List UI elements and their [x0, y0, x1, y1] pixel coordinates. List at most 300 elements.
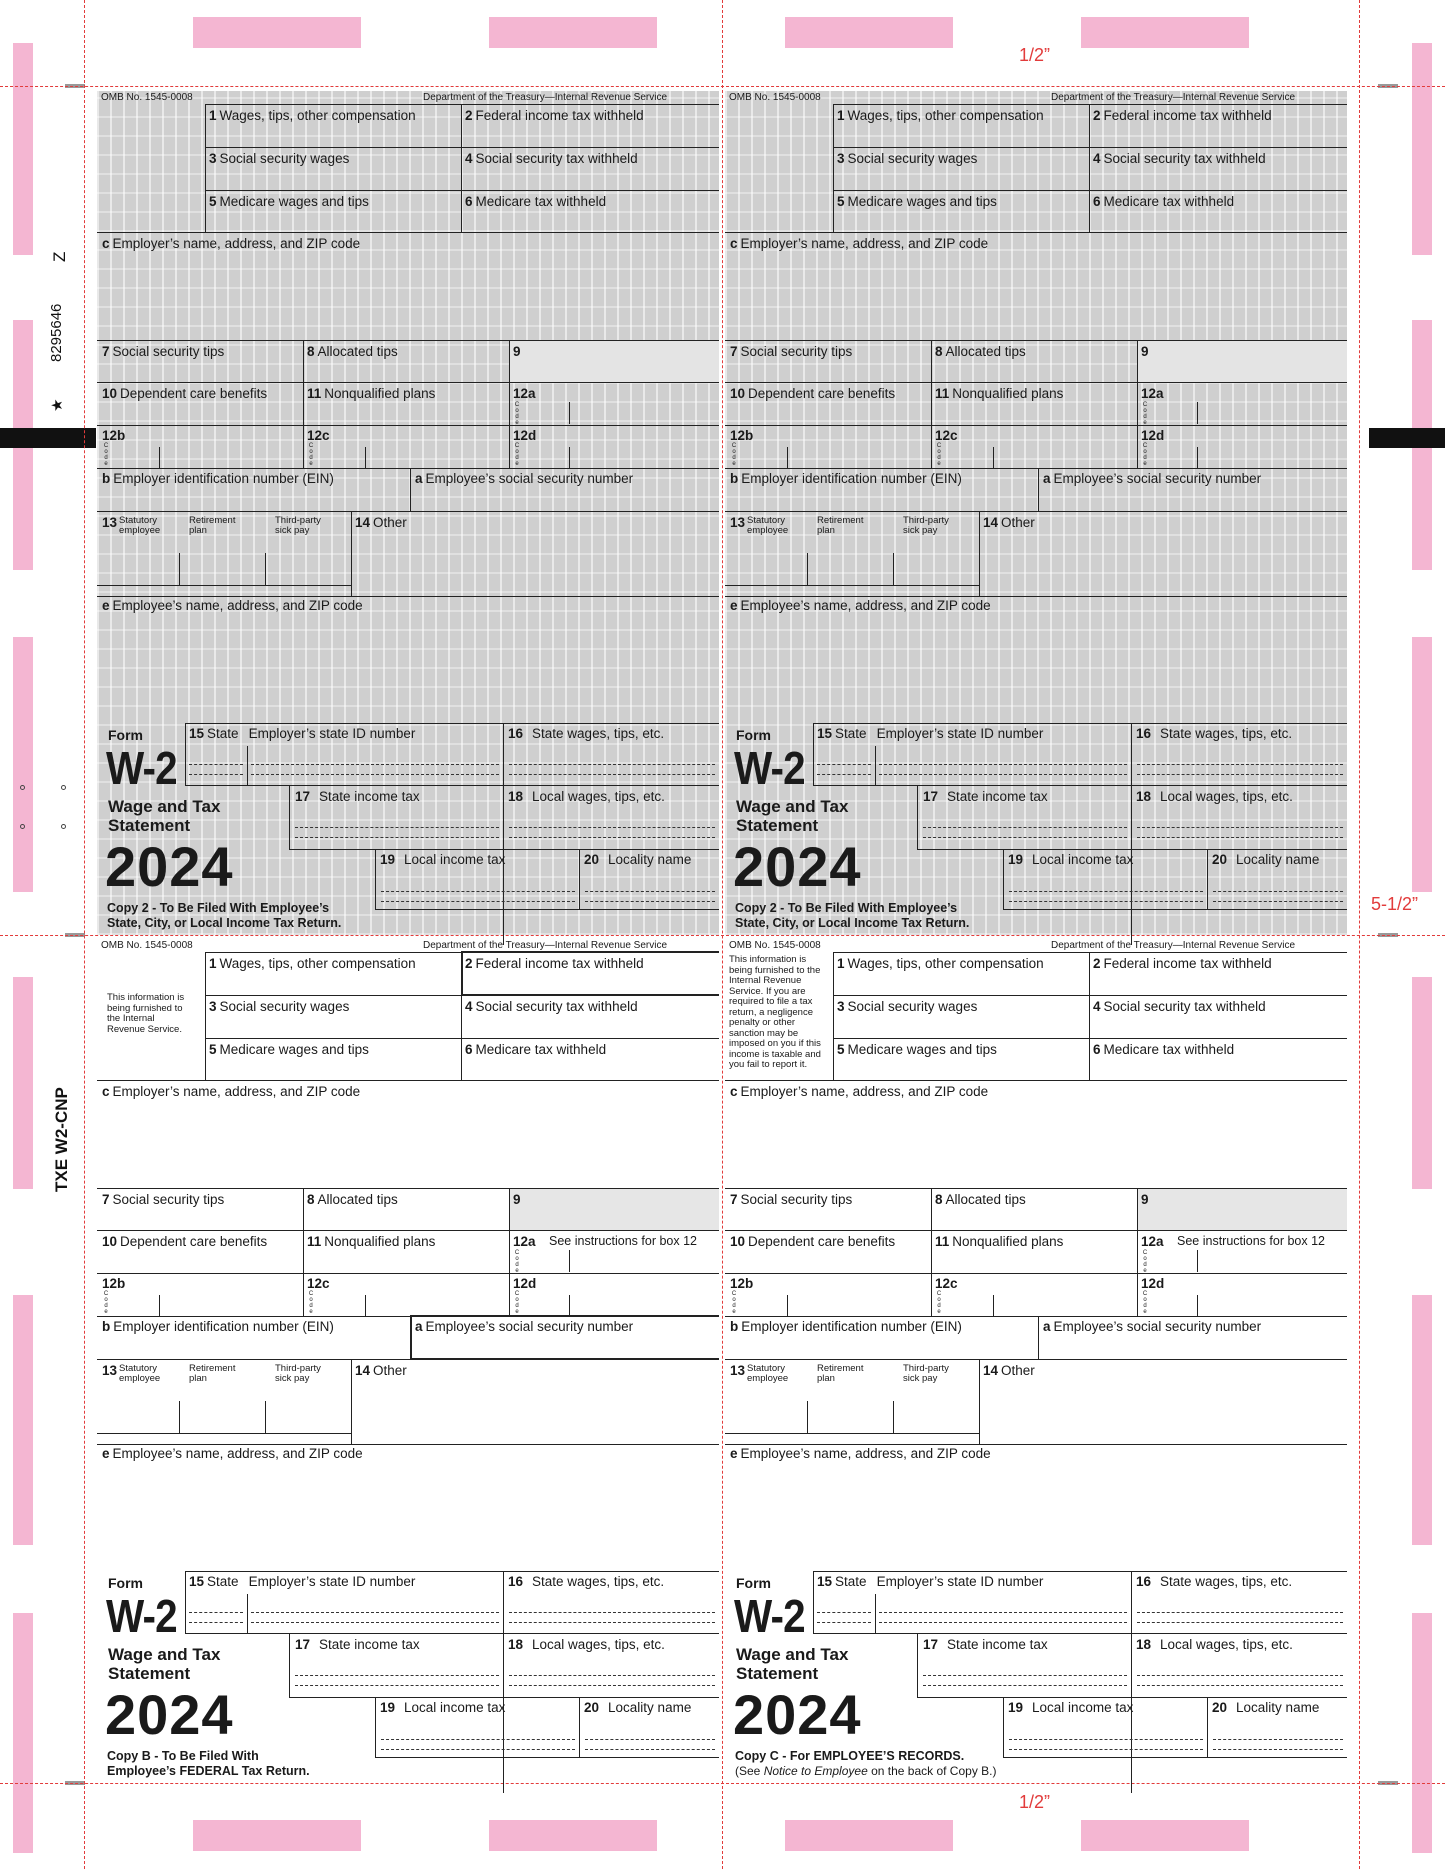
pink-strip — [13, 977, 33, 1189]
cut-line — [0, 86, 1445, 87]
rule — [351, 1359, 352, 1444]
copy-2-caption: Copy 2 - To Be Filed With Employee’s State, City, or Local Income Tax Return. — [735, 901, 970, 930]
copy-c-caption: Copy C - For EMPLOYEE’S RECORDS. — [735, 1749, 965, 1763]
rule — [159, 1295, 160, 1316]
rule — [579, 1697, 580, 1757]
rule — [725, 1316, 1347, 1317]
rule — [265, 1401, 266, 1433]
statutory-label: Statutory employee — [747, 515, 789, 536]
rule — [1003, 1697, 1004, 1757]
rule — [503, 723, 504, 945]
copy-b-irs-notice: This information is being furnished to the Internal Revenue Service. — [107, 992, 185, 1035]
dash-rule — [879, 1612, 1127, 1613]
box-e-label[interactable]: e Employee’s name, address, and ZIP code — [102, 1446, 363, 1461]
department-label: Department of the Treasury—Internal Revenue Service — [1051, 940, 1296, 951]
box-13-label[interactable]: 13 — [730, 1363, 746, 1378]
rule — [579, 849, 580, 909]
box-a-label[interactable]: a Employee’s social security number — [415, 1319, 634, 1334]
statutory-label: Statutory employee — [747, 1363, 789, 1384]
box-14-label[interactable]: 14 Other — [355, 515, 407, 530]
rule — [813, 723, 1347, 724]
box-17-label[interactable]: 17 State income tax — [923, 789, 1048, 804]
box-c-label[interactable]: c Employer’s name, address, and ZIP code — [730, 236, 989, 251]
form-word: Form — [736, 1575, 771, 1591]
rule — [917, 849, 1347, 850]
box-c-label[interactable]: c Employer’s name, address, and ZIP code — [102, 236, 361, 251]
box-14-label[interactable]: 14 Other — [355, 1363, 407, 1378]
copy-2-caption: Copy 2 - To Be Filed With Employee’s State, City, or Local Income Tax Return. — [107, 901, 342, 930]
box-12-instructions: See instructions for box 12 — [549, 1234, 697, 1248]
box-7-label[interactable]: 7 Social security tips — [730, 1192, 853, 1207]
code-label: C o d e — [103, 443, 109, 467]
box-c-label[interactable]: c Employer’s name, address, and ZIP code — [730, 1084, 989, 1099]
dash-rule — [1137, 1675, 1343, 1676]
rule — [97, 1230, 719, 1231]
rule — [185, 1571, 186, 1633]
box-8-label[interactable]: 8 Allocated tips — [307, 1192, 398, 1207]
box-9-label[interactable]: 9 — [513, 1192, 521, 1207]
box-12-instructions: See instructions for box 12 — [1177, 1234, 1325, 1248]
box-8-label[interactable]: 8 Allocated tips — [935, 1192, 1026, 1207]
rule — [289, 1697, 719, 1698]
box-19-label[interactable]: 19 Local income tax — [1008, 852, 1134, 867]
box-12a-label[interactable]: 12a — [1141, 386, 1164, 401]
w2-copy-b — [97, 939, 719, 1783]
box-12a-label[interactable]: 12a — [513, 386, 536, 401]
dash-rule — [879, 1622, 1127, 1623]
rule — [725, 425, 1347, 426]
box-12b-label[interactable]: 12b — [730, 428, 754, 443]
statutory-label: Statutory employee — [119, 515, 161, 536]
box-11-label[interactable]: 11 Nonqualified plans — [307, 386, 436, 401]
retirement-label: Retirement plan — [817, 515, 864, 536]
code-label: C o d e — [514, 443, 520, 467]
rule — [97, 468, 719, 469]
rule — [461, 104, 462, 232]
rule — [725, 1433, 979, 1434]
box-1-label[interactable]: 1 Wages, tips, other compensation — [837, 956, 1044, 971]
rule — [303, 340, 304, 468]
sheet-letter: Z — [50, 251, 69, 262]
box-18-label[interactable]: 18 Local wages, tips, etc. — [508, 1637, 665, 1652]
rule — [1003, 1757, 1347, 1758]
form-w2-title: W-2 — [734, 742, 805, 794]
box-12c-label[interactable]: 12c — [935, 428, 958, 443]
box-20-label[interactable]: 20 Locality name — [584, 852, 692, 867]
dash-rule — [1137, 1612, 1343, 1613]
dimension-label: 5-1/2” — [1371, 894, 1419, 914]
rule — [351, 511, 352, 596]
wage-tax-statement: Wage and Tax Statement — [108, 1645, 221, 1683]
rule — [725, 232, 1347, 233]
pink-strip — [1412, 977, 1432, 1189]
rule — [179, 553, 180, 585]
thirdparty-label: Third-party sick pay — [275, 515, 321, 536]
box-9-label[interactable]: 9 — [1141, 344, 1149, 359]
box-e-label[interactable]: e Employee’s name, address, and ZIP code — [730, 1446, 991, 1461]
omb-number: OMB No. 1545-0008 — [101, 940, 193, 951]
form-w2-title: W-2 — [106, 742, 177, 794]
box-b-label[interactable]: b Employer identification number (EIN) — [102, 471, 334, 486]
rule — [931, 340, 932, 468]
box-16-label[interactable]: 16 State wages, tips, etc. — [508, 726, 665, 741]
rule — [205, 147, 719, 148]
rule — [725, 468, 1347, 469]
box-17-label[interactable]: 17 State income tax — [923, 1637, 1048, 1652]
box-12c-label[interactable]: 12c — [307, 428, 330, 443]
tax-year: 2024 — [105, 1683, 234, 1746]
rule — [97, 596, 719, 597]
box-15-label[interactable]: 15 State Employer’s state ID number — [817, 1574, 1044, 1589]
box-12b-label[interactable]: 12b — [102, 1276, 126, 1291]
box-16-label[interactable]: 16 State wages, tips, etc. — [508, 1574, 665, 1589]
rule — [1197, 447, 1198, 468]
rule — [875, 746, 876, 785]
dash-rule — [1009, 901, 1203, 902]
box-a-label[interactable]: a Employee’s social security number — [415, 471, 634, 486]
box-14-label[interactable]: 14 Other — [983, 515, 1035, 530]
pink-strip — [489, 17, 657, 48]
rule — [993, 447, 994, 468]
box-19-label[interactable]: 19 Local income tax — [1008, 1700, 1134, 1715]
department-label: Department of the Treasury—Internal Revenue Service — [423, 940, 668, 951]
box-10-label[interactable]: 10 Dependent care benefits — [730, 1234, 896, 1249]
pink-strip — [1081, 17, 1249, 48]
rule — [833, 104, 1347, 105]
rule — [97, 382, 719, 383]
rule — [893, 553, 894, 585]
box-10-label[interactable]: 10 Dependent care benefits — [730, 386, 896, 401]
rule — [1089, 104, 1090, 232]
omb-number: OMB No. 1545-0008 — [729, 92, 821, 103]
code-label: C o d e — [731, 1291, 737, 1315]
dash-rule — [817, 1622, 871, 1623]
form-w2-title: W-2 — [734, 1590, 805, 1642]
box-c-label[interactable]: c Employer’s name, address, and ZIP code — [102, 1084, 361, 1099]
dimension-label: 1/2” — [1019, 1792, 1051, 1812]
rule — [813, 1571, 814, 1633]
box-5-label[interactable]: 5 Medicare wages and tips — [837, 194, 997, 209]
box-13-label[interactable]: 13 — [730, 515, 746, 530]
rule — [247, 1594, 248, 1633]
pink-strip — [785, 1820, 953, 1851]
box-15-label[interactable]: 15 State Employer’s state ID number — [817, 726, 1044, 741]
dash-rule — [251, 1612, 499, 1613]
dash-rule — [923, 837, 1127, 838]
pink-strip — [13, 637, 33, 892]
rule — [725, 382, 1347, 383]
thirdparty-label: Third-party sick pay — [275, 1363, 321, 1384]
code-label: C o d e — [514, 1291, 520, 1315]
box-13-label[interactable]: 13 — [102, 1363, 118, 1378]
rule — [503, 1571, 504, 1793]
sheet-serial: 8295646 — [48, 303, 65, 362]
rule — [289, 849, 719, 850]
box-12c-label[interactable]: 12c — [307, 1276, 330, 1291]
code-label: C o d e — [731, 443, 737, 467]
rule — [569, 402, 570, 424]
rule — [1038, 1316, 1039, 1359]
rule — [787, 447, 788, 468]
cut-line — [0, 1783, 1445, 1784]
rule — [97, 232, 719, 233]
box-a-label[interactable]: a Employee’s social security number — [1043, 1319, 1262, 1334]
box-7-label[interactable]: 7 Social security tips — [102, 1192, 225, 1207]
box-18-label[interactable]: 18 Local wages, tips, etc. — [1136, 1637, 1293, 1652]
pin-hole — [61, 824, 66, 829]
box-7-label[interactable]: 7 Social security tips — [102, 344, 225, 359]
dash-rule — [1213, 901, 1343, 902]
rule — [1197, 1295, 1198, 1316]
box-b-label[interactable]: b Employer identification number (EIN) — [730, 1319, 962, 1334]
rule — [247, 746, 248, 785]
rule — [931, 1188, 932, 1316]
dash-rule — [1137, 774, 1343, 775]
rule — [97, 425, 719, 426]
box-20-label[interactable]: 20 Locality name — [1212, 1700, 1320, 1715]
box-12d-label[interactable]: 12d — [1141, 1276, 1165, 1291]
rule — [917, 1697, 1347, 1698]
star-icon: ★ — [49, 398, 66, 412]
code-label: C o d e — [308, 443, 314, 467]
box-20-label[interactable]: 20 Locality name — [584, 1700, 692, 1715]
box-9-label[interactable]: 9 — [513, 344, 521, 359]
rule — [205, 104, 719, 105]
box-12a-label[interactable]: 12a — [1141, 1234, 1164, 1249]
rule — [833, 190, 1347, 191]
tax-year: 2024 — [733, 1683, 862, 1746]
box-4-label[interactable]: 4 Social security tax withheld — [465, 151, 638, 166]
form-word: Form — [108, 727, 143, 743]
box-1-label[interactable]: 1 Wages, tips, other compensation — [837, 108, 1044, 123]
rule — [725, 1359, 1347, 1360]
box-a-emphasis — [410, 1315, 719, 1360]
rule — [893, 1401, 894, 1433]
pink-strip — [1412, 1295, 1432, 1545]
box-19-label[interactable]: 19 Local income tax — [380, 1700, 506, 1715]
rule — [159, 447, 160, 468]
w2-copy-c — [725, 939, 1347, 1783]
rule — [205, 104, 206, 232]
box-18-label[interactable]: 18 Local wages, tips, etc. — [508, 789, 665, 804]
dash-rule — [817, 764, 871, 765]
rule — [303, 1188, 304, 1316]
box-2-label[interactable]: 2 Federal income tax withheld — [465, 956, 644, 971]
rule — [725, 596, 1347, 597]
dash-rule — [1213, 891, 1343, 892]
box-15-label[interactable]: 15 State Employer’s state ID number — [189, 726, 416, 741]
wage-tax-statement: Wage and Tax Statement — [108, 797, 221, 835]
code-label: C o d e — [1142, 1291, 1148, 1315]
code-label: C o d e — [936, 1291, 942, 1315]
dash-rule — [189, 764, 243, 765]
pink-strip — [1412, 1613, 1432, 1853]
rule — [725, 511, 1347, 512]
retirement-label: Retirement plan — [189, 515, 236, 536]
box-16-label[interactable]: 16 State wages, tips, etc. — [1136, 726, 1293, 741]
cut-line — [0, 935, 1445, 936]
dash-rule — [509, 827, 715, 828]
product-code: TXE W2-CNP — [52, 1087, 71, 1192]
code-label: C o d e — [103, 1291, 109, 1315]
rule — [185, 723, 186, 785]
pin-hole — [61, 785, 66, 790]
dash-rule — [879, 764, 1127, 765]
box-3-label[interactable]: 3 Social security wages — [209, 151, 350, 166]
dash-rule — [817, 1612, 871, 1613]
rule — [725, 1080, 1347, 1081]
code-label: C o d e — [1142, 443, 1148, 467]
rule — [725, 1444, 1347, 1445]
dash-rule — [509, 1685, 715, 1686]
pin-hole — [20, 824, 25, 829]
rule — [1003, 849, 1004, 909]
rule — [979, 511, 980, 596]
box-11-label[interactable]: 11 Nonqualified plans — [307, 1234, 436, 1249]
box-13-label[interactable]: 13 — [102, 515, 118, 530]
dash-rule — [923, 1675, 1127, 1676]
rule — [185, 785, 719, 786]
box-2-label[interactable]: 2 Federal income tax withheld — [465, 108, 644, 123]
box-17-label[interactable]: 17 State income tax — [295, 1637, 420, 1652]
box-11-label[interactable]: 11 Nonqualified plans — [935, 1234, 1064, 1249]
pink-strip — [489, 1820, 657, 1851]
dash-rule — [251, 774, 499, 775]
box-12b-label[interactable]: 12b — [730, 1276, 754, 1291]
department-label: Department of the Treasury—Internal Revenue Service — [423, 92, 668, 103]
box-6-label[interactable]: 6 Medicare tax withheld — [465, 194, 607, 209]
copy-b-caption: Copy B - To Be Filed With Employee’s FEDERAL Tax Return. — [107, 1749, 310, 1778]
rule — [917, 785, 918, 849]
dash-rule — [1137, 827, 1343, 828]
rule — [833, 995, 1347, 996]
rule — [1003, 909, 1347, 910]
box-2-label[interactable]: 2 Federal income tax withheld — [1093, 956, 1272, 971]
rule — [569, 1295, 570, 1316]
dash-rule — [381, 891, 575, 892]
box-e-label[interactable]: e Employee’s name, address, and ZIP code — [102, 598, 363, 613]
rule — [1089, 952, 1090, 1080]
box-20-label[interactable]: 20 Locality name — [1212, 852, 1320, 867]
box-6-label[interactable]: 6 Medicare tax withheld — [465, 1042, 607, 1057]
rule — [833, 1038, 1347, 1039]
box-b-label[interactable]: b Employer identification number (EIN) — [102, 1319, 334, 1334]
box-18-label[interactable]: 18 Local wages, tips, etc. — [1136, 789, 1293, 804]
box-8-label[interactable]: 8 Allocated tips — [307, 344, 398, 359]
box-9-shaded — [1138, 1189, 1347, 1230]
box-4-label[interactable]: 4 Social security tax withheld — [1093, 999, 1266, 1014]
box-12d-label[interactable]: 12d — [513, 1276, 537, 1291]
box-19-label[interactable]: 19 Local income tax — [380, 852, 506, 867]
dash-rule — [1009, 1749, 1203, 1750]
box-6-label[interactable]: 6 Medicare tax withheld — [1093, 194, 1235, 209]
dash-rule — [1213, 1749, 1343, 1750]
rule — [375, 909, 719, 910]
box-5-label[interactable]: 5 Medicare wages and tips — [209, 1042, 369, 1057]
box-10-label[interactable]: 10 Dependent care benefits — [102, 1234, 268, 1249]
dash-rule — [251, 1622, 499, 1623]
box-11-label[interactable]: 11 Nonqualified plans — [935, 386, 1064, 401]
pin-hole — [20, 785, 25, 790]
box-4-label[interactable]: 4 Social security tax withheld — [465, 999, 638, 1014]
dash-rule — [295, 1675, 499, 1676]
box-12c-label[interactable]: 12c — [935, 1276, 958, 1291]
rule — [787, 1295, 788, 1316]
rule — [97, 1080, 719, 1081]
dimension-label: 1/2” — [1019, 45, 1051, 65]
rule — [97, 1273, 719, 1274]
dash-rule — [295, 1685, 499, 1686]
box-9-label[interactable]: 9 — [1141, 1192, 1149, 1207]
box-1-label[interactable]: 1 Wages, tips, other compensation — [209, 108, 416, 123]
box-b-label[interactable]: b Employer identification number (EIN) — [730, 471, 962, 486]
rule — [375, 1757, 719, 1758]
box-4-label[interactable]: 4 Social security tax withheld — [1093, 151, 1266, 166]
box-3-label[interactable]: 3 Social security wages — [837, 999, 978, 1014]
rule — [1207, 1697, 1208, 1757]
dash-rule — [585, 901, 715, 902]
rule — [185, 1571, 719, 1572]
pink-strip — [13, 43, 33, 255]
box-12d-label[interactable]: 12d — [513, 428, 537, 443]
box-a-label[interactable]: a Employee’s social security number — [1043, 471, 1262, 486]
rule — [979, 1359, 980, 1444]
dash-rule — [1009, 1739, 1203, 1740]
box-5-label[interactable]: 5 Medicare wages and tips — [209, 194, 369, 209]
rule — [185, 1633, 719, 1634]
wage-tax-statement: Wage and Tax Statement — [736, 1645, 849, 1683]
box-5-label[interactable]: 5 Medicare wages and tips — [837, 1042, 997, 1057]
dash-rule — [509, 764, 715, 765]
dash-rule — [1009, 891, 1203, 892]
omb-number: OMB No. 1545-0008 — [101, 92, 193, 103]
dash-rule — [509, 1622, 715, 1623]
dash-rule — [585, 1739, 715, 1740]
box-17-label[interactable]: 17 State income tax — [295, 789, 420, 804]
pink-strip — [13, 1295, 33, 1545]
box-3-label[interactable]: 3 Social security wages — [209, 999, 350, 1014]
dash-rule — [509, 774, 715, 775]
rule — [813, 1571, 1347, 1572]
dash-rule — [585, 891, 715, 892]
dash-rule — [923, 827, 1127, 828]
rule — [205, 952, 206, 1080]
box-2-label[interactable]: 2 Federal income tax withheld — [1093, 108, 1272, 123]
box-6-label[interactable]: 6 Medicare tax withheld — [1093, 1042, 1235, 1057]
registration-bar — [0, 428, 96, 448]
rule — [813, 723, 814, 785]
box-1-label[interactable]: 1 Wages, tips, other compensation — [209, 956, 416, 971]
dash-rule — [817, 774, 871, 775]
wage-tax-statement: Wage and Tax Statement — [736, 797, 849, 835]
box-e-label[interactable]: e Employee’s name, address, and ZIP code — [730, 598, 991, 613]
box-12a-label[interactable]: 12a — [513, 1234, 536, 1249]
dash-rule — [189, 1622, 243, 1623]
rule — [725, 585, 979, 586]
dash-rule — [189, 1612, 243, 1613]
box-14-label[interactable]: 14 Other — [983, 1363, 1035, 1378]
box-15-label[interactable]: 15 State Employer’s state ID number — [189, 1574, 416, 1589]
box-8-label[interactable]: 8 Allocated tips — [935, 344, 1026, 359]
box-3-label[interactable]: 3 Social security wages — [837, 151, 978, 166]
box-12d-label[interactable]: 12d — [1141, 428, 1165, 443]
box-10-label[interactable]: 10 Dependent care benefits — [102, 386, 268, 401]
box-16-label[interactable]: 16 State wages, tips, etc. — [1136, 1574, 1293, 1589]
dash-rule — [1137, 764, 1343, 765]
box-7-label[interactable]: 7 Social security tips — [730, 344, 853, 359]
box-12b-label[interactable]: 12b — [102, 428, 126, 443]
rule — [205, 1038, 719, 1039]
